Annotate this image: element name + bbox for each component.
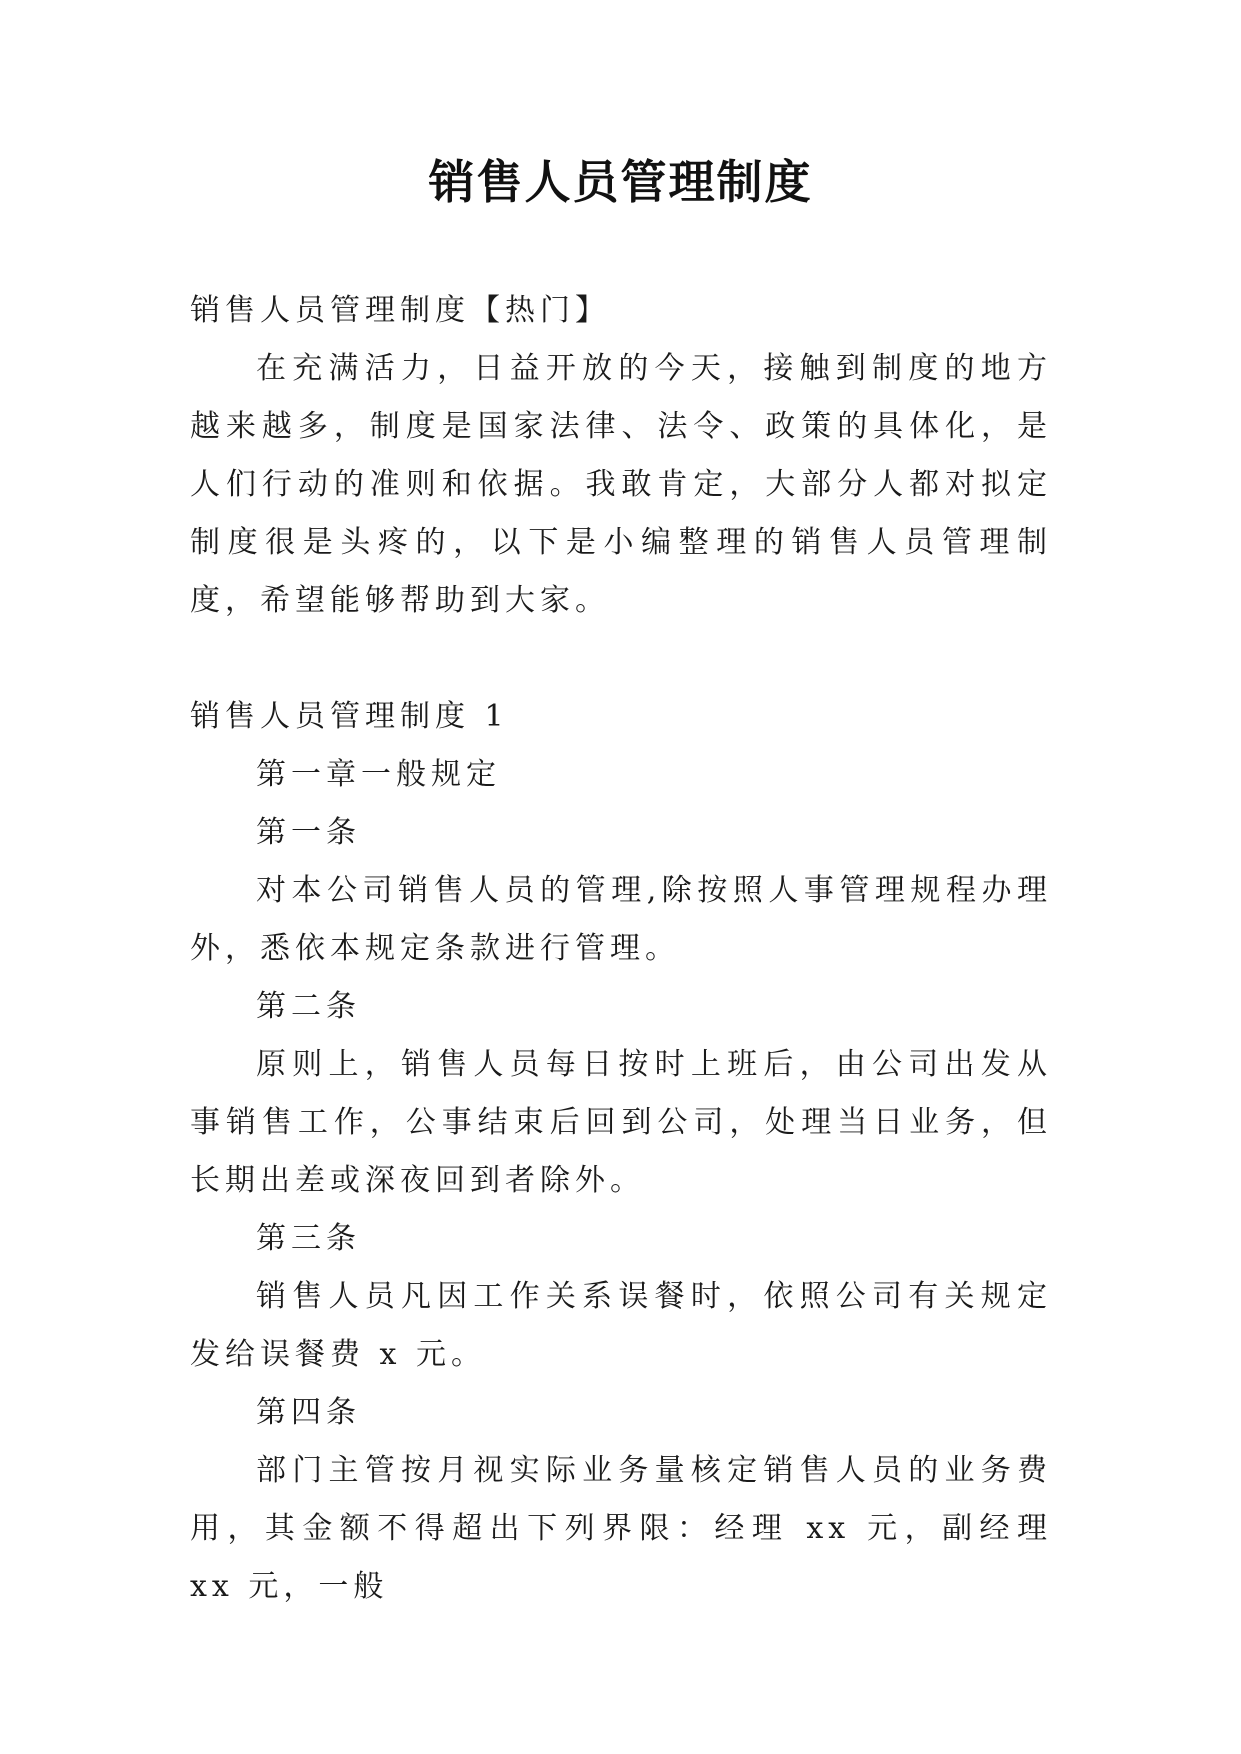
article-text: 原则上，销售人员每日按时上班后，由公司出发从事销售工作，公事结束后回到公司，处理当日业务，但长期出差或深夜回到者除外。 xyxy=(190,1047,1052,1198)
article-heading: 第三条 xyxy=(256,1221,361,1256)
chapter-heading: 第一章一般规定 xyxy=(256,757,501,792)
article-heading: 第二条 xyxy=(256,989,361,1024)
document-body xyxy=(190,282,1052,1616)
document-subtitle: 销售人员管理制度【热门】 xyxy=(190,293,610,328)
document-title: 销售人员管理制度 xyxy=(428,155,813,209)
article-text: 销售人员凡因工作关系误餐时，依照公司有关规定发给误餐费 x 元。 xyxy=(190,1279,1052,1372)
article-text: 部门主管按月视实际业务量核定销售人员的业务费用，其金额不得超出下列界限：经理 xx 元，副经理 xx 元，一般 xyxy=(190,1453,1052,1604)
article-text: 对本公司销售人员的管理,除按照人事管理规程办理外，悉依本规定条款进行管理。 xyxy=(190,873,1052,966)
article-heading: 第一条 xyxy=(256,815,361,850)
intro-paragraph: 在充满活力，日益开放的今天，接触到制度的地方越来越多，制度是国家法律、法令、政策的具体化，是人们行动的准则和依据。我敢肯定，大部分人都对拟定制度很是头疼的，以下是小编整理的销售人员管理制度，希望能够帮助到大家。 xyxy=(190,351,1052,618)
section-title: 销售人员管理制度 1 xyxy=(190,699,509,734)
paragraph-gap xyxy=(190,630,1052,688)
article-heading: 第四条 xyxy=(256,1395,361,1430)
